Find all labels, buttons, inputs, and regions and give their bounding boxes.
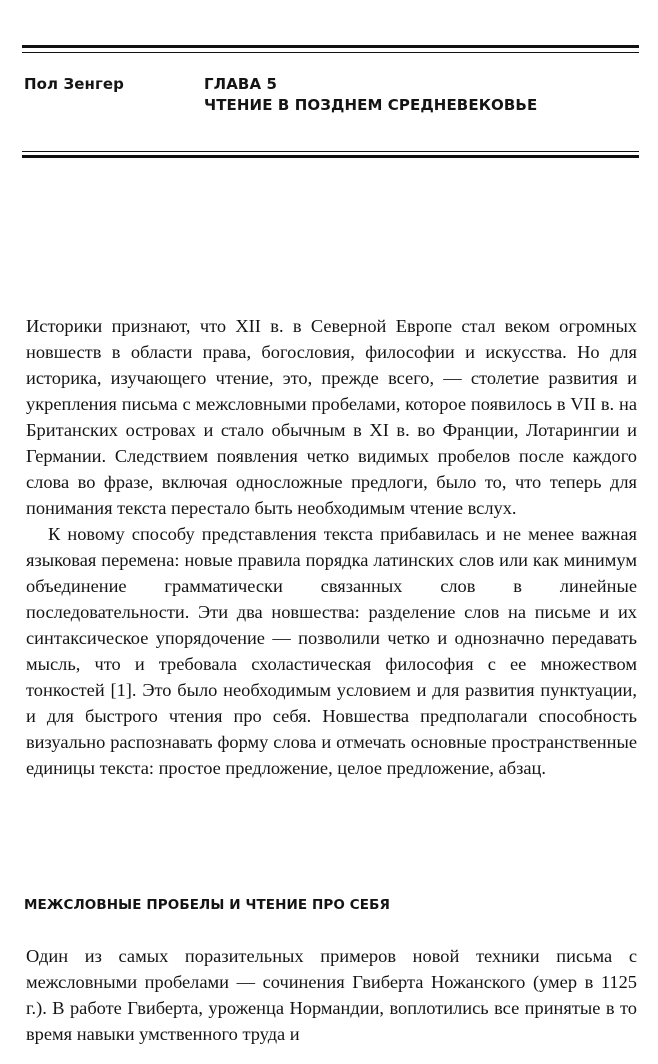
header-rule-thin	[22, 151, 639, 152]
chapter-title: ЧТЕНИЕ В ПОЗДНЕМ СРЕДНЕВЕКОВЬЕ	[204, 96, 538, 114]
section-text	[26, 943, 637, 1047]
section-heading: МЕЖСЛОВНЫЕ ПРОБЕЛЫ И ЧТЕНИЕ ПРО СЕБЯ	[24, 897, 390, 913]
chapter-number: ГЛАВА 5	[204, 75, 278, 93]
section-paragraph-1: Один из самых поразительных примеров новой техники письма с межсловными пробелами — сочинения Гвиберта Ножанского (умер в 1125 г.). В работе Гвиберта, уроженца Нормандии, воплотились все принятые в то время навыки умственного труда и	[26, 946, 637, 1044]
header-rule-thick	[22, 155, 639, 158]
top-rule-thin	[22, 52, 639, 53]
top-rule-thick	[22, 45, 639, 48]
running-head-author: Пол Зенгер	[24, 75, 125, 93]
paragraph-2: К новому способу представления текста прибавилась и не менее важная языковая перемена: новые правила порядка латинских слов или как минимум объединение грамматически связанных слов в линейные последовательности. Эти два новшества: разделение слов на письме и их синтаксическое упорядочение — позволили четко и однозначно передавать мысль, что и требовала схоластическая философия с ее множеством тонкостей [1]. Это было необходимым условием и для развития пунктуации, и для быстрого чтения про себя. Новшества предполагали способность визуально распознавать форму слова и отмечать основные пространственные единицы текста: простое предложение, целое предложение, абзац.	[26, 524, 637, 778]
paragraph-1: Историки признают, что XII в. в Северной Европе стал веком огромных новшеств в области права, богословия, философии и искусства. Но для историка, изучающего чтение, это, прежде всего, — столетие развития и укрепления письма с межсловными пробелами, которое появилось в VII в. на Британских островах и стало обычным в XI в. во Франции, Лотарингии и Германии. Следствием появления четко видимых пробелов после каждого слова во фразе, включая односложные предлоги, было то, что теперь для понимания текста перестало быть необходимым чтение вслух.	[26, 316, 637, 518]
running-head-chapter	[204, 74, 537, 116]
chapter-intro-text	[26, 313, 637, 781]
